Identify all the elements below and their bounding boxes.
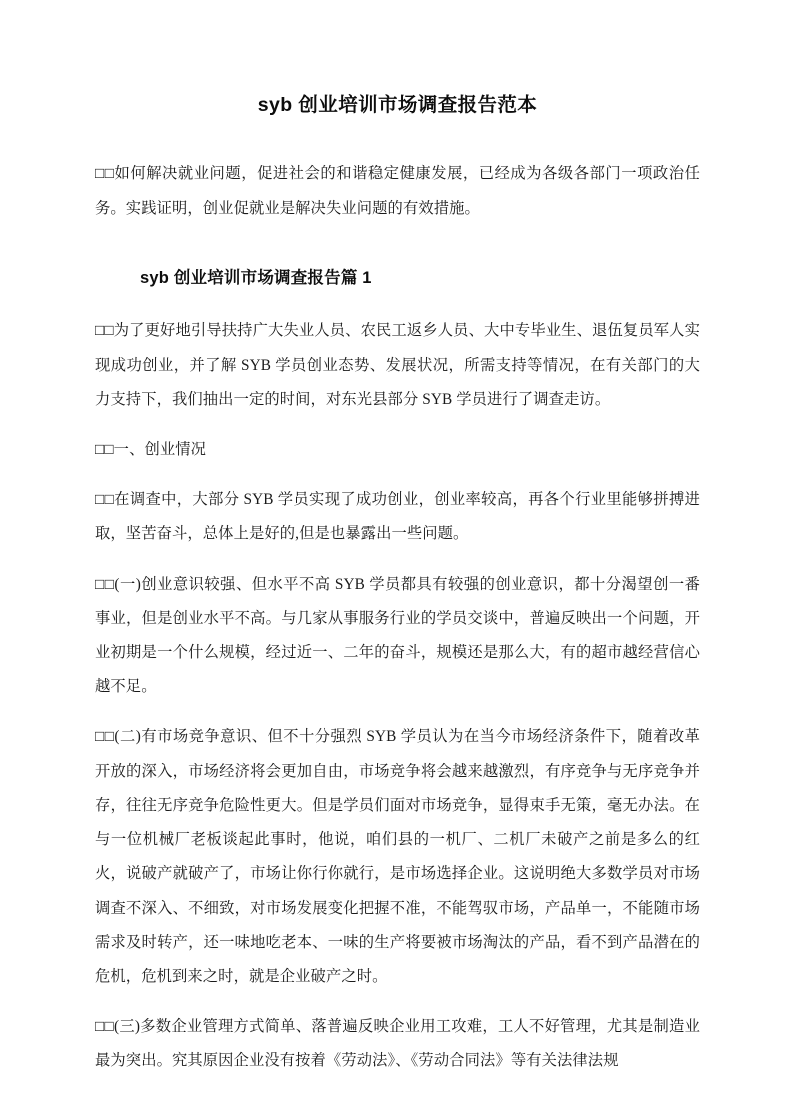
body-paragraph: □□(二)有市场竞争意识、但不十分强烈 SYB 学员认为在当今市场经济条件下，随着改革开放的深入，市场经济将会更加自由，市场竞争将会越来越激烈，有序竞争与无序竞争并存，往往无序竞争危险性更大。但是学员们面对市场竞争，显得束手无策，毫无办法。在与一位机械厂老板谈起此事时，他说，咱们县的一机厂、二机厂未破产之前是多么的红火，说破产就破产了，市场让你行你就行，是市场选择企业。这说明绝大多数学员对市场调查不深入、不细致，对市场发展变化把握不准，不能驾驭市场，产品单一，不能随市场需求及时转产，还一味地吃老本、一味的生产将要被市场淘汰的产品，看不到产品潜在的危机，危机到来之时，就是企业破产之时。 [95, 728, 700, 985]
body-paragraph: □□在调查中，大部分 SYB 学员实现了成功创业，创业率较高，再各个行业里能够拼搏进取，坚苦奋斗，总体上是好的,但是也暴露出一些问题。 [95, 491, 700, 543]
spacer [95, 417, 700, 433]
spacer [95, 226, 700, 266]
spacer [95, 994, 700, 1010]
body-paragraph: □□(一)创业意识较强、但水平不高 SYB 学员都具有较强的创业意识，都十分渴望创一番事业，但是创业水平不高。与几家从事服务行业的学员交谈中，普遍反映出一个问题，开业初期是一个什么规模，经过近一、二年的奋斗，规模还是那么大，有的超市越经营信心越不足。 [95, 575, 700, 696]
document-content [95, 0, 700, 1079]
spacer [95, 704, 700, 720]
spacer [95, 467, 700, 483]
spacer [95, 290, 700, 314]
body-paragraph: □□(三)多数企业管理方式简单、落普遍反映企业用工攻难，工人不好管理，尤其是制造业最为突出。究其原因企业没有按着《劳动法》、《劳动合同法》等有关法律法规 [95, 1018, 700, 1070]
body-paragraph: □□为了更好地引导扶持广大失业人员、农民工返乡人员、大中专毕业生、退伍复员军人实现成功创业，并了解 SYB 学员创业态势、发展状况，所需支持等情况，在有关部门的大力支持下，我们抽出一定的时间，对东光县部分 SYB 学员进行了调查走访。 [95, 322, 700, 408]
spacer [95, 119, 700, 157]
subsection-label: □□一、创业情况 [95, 441, 207, 459]
intro-paragraph: □□如何解决就业问题，促进社会的和谐稳定健康发展，已经成为各级各部门一项政治任务。实践证明，创业促就业是解决失业问题的有效措施。 [95, 165, 700, 217]
spacer [95, 552, 700, 568]
section-heading: syb 创业培训市场调查报告篇 1 [140, 268, 372, 287]
page-title: syb 创业培训市场调查报告范本 [257, 94, 538, 116]
